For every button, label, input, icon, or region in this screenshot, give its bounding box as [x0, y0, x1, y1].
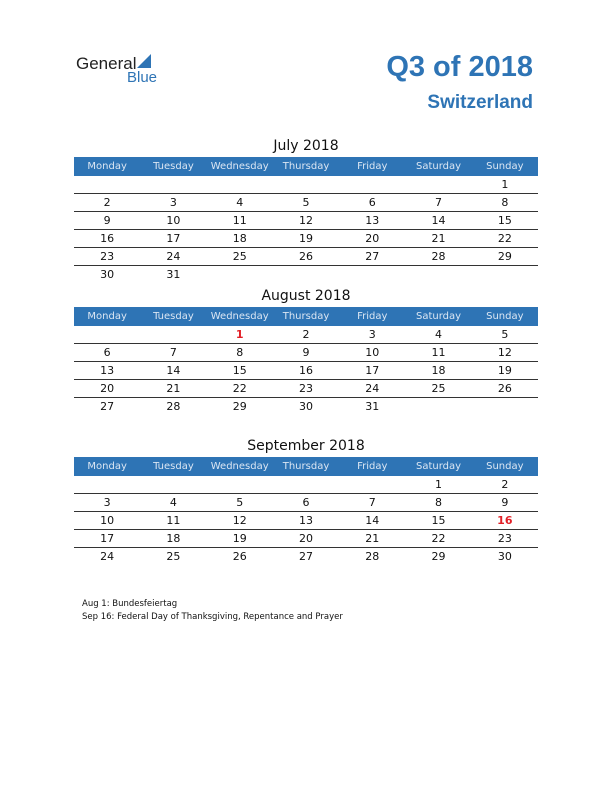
day-cell: 9 — [501, 496, 509, 509]
day-cell: 22 — [497, 232, 512, 245]
day-cell: 5 — [501, 328, 509, 341]
weekday-label: Wednesday — [210, 461, 269, 472]
day-cell: 26 — [497, 382, 512, 395]
day-cell: 25 — [232, 250, 247, 263]
day-cell: 6 — [368, 196, 376, 209]
day-cell: 12 — [497, 346, 512, 359]
weekday-label: Wednesday — [210, 161, 269, 172]
day-cell: 29 — [232, 400, 247, 413]
day-cell: 26 — [298, 250, 313, 263]
day-cell: 20 — [298, 532, 313, 545]
day-cell — [207, 176, 273, 193]
month-title: July 2018 — [273, 138, 339, 154]
week-row — [74, 326, 538, 344]
day-cell: 13 — [365, 214, 380, 227]
day-cell: 3 — [103, 496, 111, 509]
day-cell: 22 — [431, 532, 446, 545]
day-cell: 14 — [166, 364, 181, 377]
logo-blue-text: Blue — [127, 69, 158, 86]
day-cell: 2 — [103, 196, 111, 209]
day-cell — [273, 476, 339, 493]
day-cell — [140, 326, 206, 343]
weekday-label: Monday — [87, 161, 127, 172]
day-cell: 18 — [431, 364, 446, 377]
day-cell: 24 — [100, 550, 115, 563]
day-cell: 23 — [298, 382, 313, 395]
day-cell — [405, 176, 471, 193]
day-cell: 30 — [497, 550, 512, 563]
weekday-header — [74, 307, 538, 326]
day-cell: 6 — [302, 496, 310, 509]
day-cell: 23 — [497, 532, 512, 545]
day-cell: 11 — [232, 214, 247, 227]
week-row — [74, 266, 538, 283]
day-cell: 16 — [298, 364, 313, 377]
weekday-label: Monday — [87, 311, 127, 322]
day-cell: 2 — [302, 328, 310, 341]
logo-general-text: General — [76, 54, 137, 73]
day-cell: 31 — [166, 268, 181, 281]
day-cell: 18 — [166, 532, 181, 545]
day-cell — [273, 266, 339, 283]
day-cell — [405, 266, 471, 283]
weekday-label: Thursday — [282, 161, 330, 172]
day-cell — [472, 266, 538, 283]
day-cell: 17 — [166, 232, 181, 245]
month-grid — [74, 176, 538, 283]
day-cell: 20 — [365, 232, 380, 245]
day-cell: 28 — [166, 400, 181, 413]
day-cell — [472, 398, 538, 415]
day-cell: 8 — [236, 346, 244, 359]
day-cell — [339, 266, 405, 283]
week-row — [74, 362, 538, 380]
week-row — [74, 476, 538, 494]
day-cell: 26 — [232, 550, 247, 563]
weekday-header — [74, 457, 538, 476]
weekday-label: Tuesday — [153, 461, 194, 472]
weekday-label: Sunday — [486, 461, 524, 472]
day-cell: 12 — [232, 514, 247, 527]
day-cell — [339, 476, 405, 493]
day-cell: 4 — [435, 328, 443, 341]
day-cell — [140, 176, 206, 193]
day-cell: 15 — [497, 214, 512, 227]
weekday-label: Thursday — [282, 311, 330, 322]
day-cell: 19 — [497, 364, 512, 377]
day-cell: 30 — [100, 268, 115, 281]
day-cell: 10 — [166, 214, 181, 227]
day-cell: 25 — [431, 382, 446, 395]
day-cell — [207, 476, 273, 493]
day-cell: 5 — [236, 496, 244, 509]
month-title: August 2018 — [261, 288, 351, 304]
day-cell: 11 — [166, 514, 181, 527]
weekday-label: Friday — [357, 461, 388, 472]
week-row — [74, 512, 538, 530]
weekday-label: Friday — [357, 161, 388, 172]
day-cell: 31 — [365, 400, 380, 413]
week-row — [74, 194, 538, 212]
day-cell: 16 — [100, 232, 115, 245]
day-cell: 10 — [100, 514, 115, 527]
day-cell: 7 — [368, 496, 376, 509]
day-cell: 12 — [298, 214, 313, 227]
week-row — [74, 230, 538, 248]
day-cell: 20 — [100, 382, 115, 395]
weekday-label: Sunday — [486, 161, 524, 172]
day-cell: 17 — [365, 364, 380, 377]
month-july — [74, 135, 538, 283]
day-cell: 6 — [103, 346, 111, 359]
day-cell: 4 — [169, 496, 177, 509]
week-row — [74, 380, 538, 398]
day-cell: 3 — [169, 196, 177, 209]
day-cell: 28 — [431, 250, 446, 263]
day-cell — [207, 266, 273, 283]
day-cell: 25 — [166, 550, 181, 563]
day-cell — [405, 398, 471, 415]
month-title: September 2018 — [247, 438, 365, 454]
day-cell: 19 — [232, 532, 247, 545]
weekday-label: Saturday — [416, 161, 462, 172]
day-cell: 9 — [302, 346, 310, 359]
day-cell — [339, 176, 405, 193]
day-cell: 1 — [435, 478, 443, 491]
day-cell: 3 — [368, 328, 376, 341]
day-cell: 9 — [103, 214, 111, 227]
day-cell: 18 — [232, 232, 247, 245]
weekday-label: Wednesday — [210, 311, 269, 322]
day-cell: 14 — [431, 214, 446, 227]
day-cell: 10 — [365, 346, 380, 359]
day-cell: 24 — [166, 250, 181, 263]
week-row — [74, 494, 538, 512]
day-cell: 16 — [497, 514, 513, 527]
month-august — [74, 285, 538, 415]
day-cell: 28 — [365, 550, 380, 563]
weekday-label: Thursday — [282, 461, 330, 472]
week-row — [74, 530, 538, 548]
day-cell: 5 — [302, 196, 310, 209]
day-cell: 22 — [232, 382, 247, 395]
day-cell: 29 — [431, 550, 446, 563]
day-cell: 24 — [365, 382, 380, 395]
day-cell: 1 — [235, 328, 244, 341]
day-cell: 4 — [236, 196, 244, 209]
weekday-label: Tuesday — [153, 311, 194, 322]
day-cell: 2 — [501, 478, 509, 491]
day-cell — [74, 476, 140, 493]
holiday-notes — [82, 598, 343, 624]
week-row — [74, 398, 538, 415]
day-cell: 8 — [435, 496, 443, 509]
day-cell: 27 — [100, 400, 115, 413]
day-cell — [74, 326, 140, 343]
day-cell: 7 — [169, 346, 177, 359]
day-cell — [273, 176, 339, 193]
week-row — [74, 176, 538, 194]
day-cell: 11 — [431, 346, 446, 359]
day-cell: 8 — [501, 196, 509, 209]
weekday-label: Tuesday — [153, 161, 194, 172]
day-cell: 13 — [100, 364, 115, 377]
month-september — [74, 435, 538, 565]
day-cell: 27 — [365, 250, 380, 263]
day-cell: 21 — [365, 532, 380, 545]
day-cell: 7 — [435, 196, 443, 209]
day-cell: 13 — [298, 514, 313, 527]
country-name: Switzerland — [427, 92, 533, 113]
month-grid — [74, 476, 538, 565]
day-cell: 21 — [431, 232, 446, 245]
week-row — [74, 344, 538, 362]
day-cell: 15 — [232, 364, 247, 377]
weekday-label: Saturday — [416, 311, 462, 322]
holiday-note: Aug 1: Bundesfeiertag — [82, 599, 178, 609]
day-cell: 15 — [431, 514, 446, 527]
day-cell: 17 — [100, 532, 115, 545]
day-cell: 21 — [166, 382, 181, 395]
weekday-label: Monday — [87, 461, 127, 472]
logo-triangle-icon — [137, 54, 151, 68]
holiday-note: Sep 16: Federal Day of Thanksgiving, Repentance and Prayer — [82, 612, 343, 622]
page-title: Q3 of 2018 — [386, 51, 533, 83]
week-row — [74, 248, 538, 266]
weekday-label: Saturday — [416, 461, 462, 472]
day-cell — [140, 476, 206, 493]
weekday-header — [74, 157, 538, 176]
day-cell — [74, 176, 140, 193]
day-cell: 30 — [298, 400, 313, 413]
day-cell: 14 — [365, 514, 380, 527]
week-row — [74, 548, 538, 565]
day-cell: 27 — [298, 550, 313, 563]
week-row — [74, 212, 538, 230]
day-cell: 29 — [497, 250, 512, 263]
weekday-label: Friday — [357, 311, 388, 322]
day-cell: 23 — [100, 250, 115, 263]
month-grid — [74, 326, 538, 415]
day-cell: 1 — [501, 178, 509, 191]
day-cell: 19 — [298, 232, 313, 245]
weekday-label: Sunday — [486, 311, 524, 322]
